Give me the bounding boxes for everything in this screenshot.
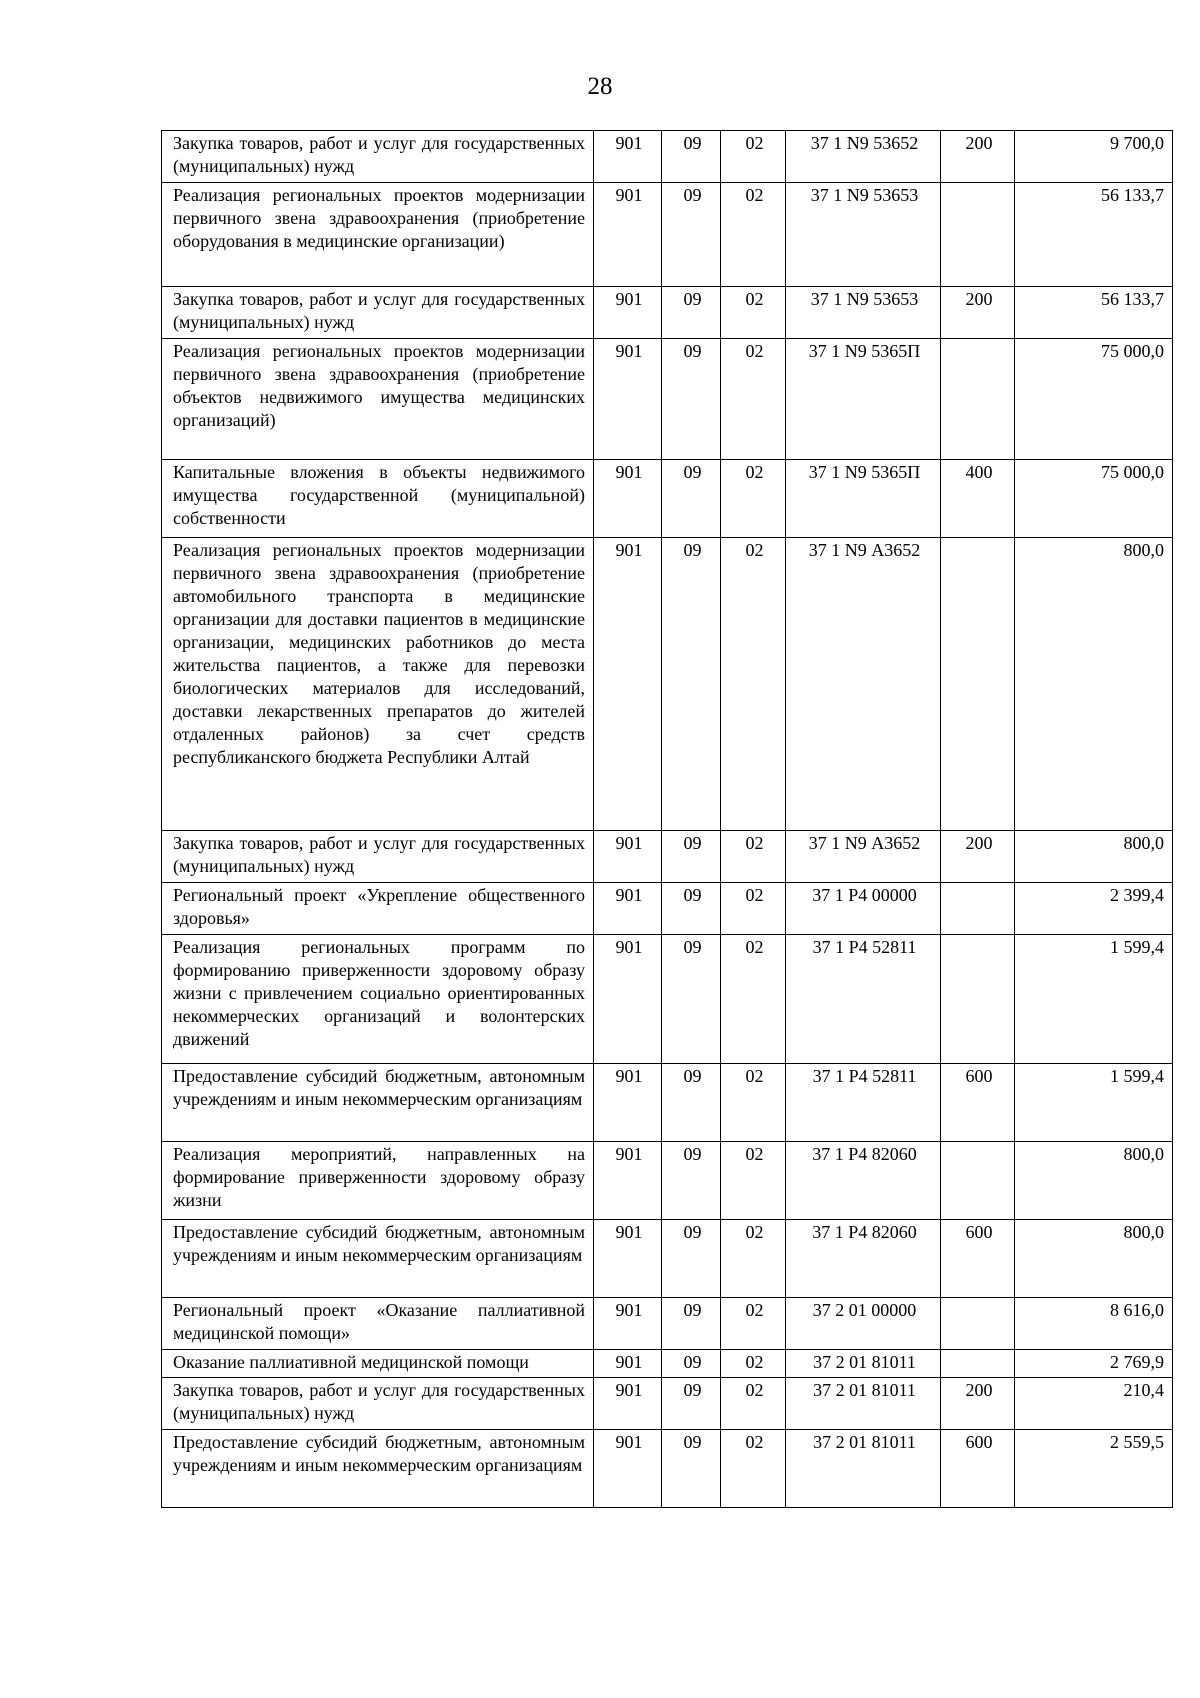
sum-cell: 800,0 [1015,1220,1173,1298]
row-name-cell: Реализация региональных проектов модернизации первичного звена здравоохранения (приобретение объектов недвижимого имущества медицинских организаций) [162,339,594,460]
pr-cell: 02 [721,883,786,935]
table-row [162,1142,1173,1220]
row-name-cell: Предоставление субсидий бюджетным, автономным учреждениям и иным некоммерческим организациям [162,1064,594,1142]
ved-cell: 901 [594,1378,662,1430]
sum-cell: 800,0 [1015,1142,1173,1220]
table-row [162,1220,1173,1298]
csr-cell: 37 1 N9 А3652 [786,831,941,883]
csr-cell: 37 1 P4 52811 [786,935,941,1064]
sum-cell: 1 599,4 [1015,935,1173,1064]
ved-cell: 901 [594,1430,662,1508]
page-number: 28 [587,73,613,100]
vr-cell [941,1298,1015,1350]
rz-cell: 09 [662,460,721,538]
vr-cell [941,1350,1015,1378]
vr-cell: 600 [941,1064,1015,1142]
table-row [162,883,1173,935]
csr-cell: 37 2 01 81011 [786,1378,941,1430]
ved-cell: 901 [594,460,662,538]
row-name-cell: Закупка товаров, работ и услуг для государственных (муниципальных) нужд [162,287,594,339]
table-row [162,831,1173,883]
ved-cell: 901 [594,883,662,935]
sum-cell: 2 769,9 [1015,1350,1173,1378]
csr-cell: 37 2 01 00000 [786,1298,941,1350]
csr-cell: 37 2 01 81011 [786,1350,941,1378]
rz-cell: 09 [662,1378,721,1430]
sum-cell: 8 616,0 [1015,1298,1173,1350]
rz-cell: 09 [662,1220,721,1298]
pr-cell: 02 [721,339,786,460]
ved-cell: 901 [594,935,662,1064]
pr-cell: 02 [721,1142,786,1220]
vr-cell: 200 [941,131,1015,183]
vr-cell: 200 [941,287,1015,339]
row-name-cell: Оказание паллиативной медицинской помощи [162,1350,594,1378]
pr-cell: 02 [721,1350,786,1378]
row-name-cell: Предоставление субсидий бюджетным, автономным учреждениям и иным некоммерческим организациям [162,1430,594,1508]
csr-cell: 37 1 N9 А3652 [786,538,941,831]
ved-cell: 901 [594,183,662,287]
rz-cell: 09 [662,183,721,287]
row-name-cell: Региональный проект «Оказание паллиативной медицинской помощи» [162,1298,594,1350]
ved-cell: 901 [594,1298,662,1350]
pr-cell: 02 [721,1430,786,1508]
table-row [162,460,1173,538]
budget-table-body [162,131,1173,1508]
ved-cell: 901 [594,339,662,460]
vr-cell: 600 [941,1430,1015,1508]
row-name-cell: Предоставление субсидий бюджетным, автономным учреждениям и иным некоммерческим организациям [162,1220,594,1298]
sum-cell: 1 599,4 [1015,1064,1173,1142]
rz-cell: 09 [662,935,721,1064]
sum-cell: 75 000,0 [1015,339,1173,460]
pr-cell: 02 [721,1298,786,1350]
table-row [162,1378,1173,1430]
pr-cell: 02 [721,1220,786,1298]
sum-cell: 800,0 [1015,831,1173,883]
vr-cell [941,183,1015,287]
vr-cell [941,339,1015,460]
vr-cell [941,538,1015,831]
sum-cell: 2 559,5 [1015,1430,1173,1508]
table-row [162,1430,1173,1508]
table-row [162,935,1173,1064]
row-name-cell: Реализация мероприятий, направленных на формирование приверженности здоровому образу жизни [162,1142,594,1220]
rz-cell: 09 [662,131,721,183]
ved-cell: 901 [594,538,662,831]
row-name-cell: Закупка товаров, работ и услуг для государственных (муниципальных) нужд [162,831,594,883]
pr-cell: 02 [721,1064,786,1142]
rz-cell: 09 [662,339,721,460]
budget-table [161,130,1173,1508]
csr-cell: 37 1 P4 00000 [786,883,941,935]
ved-cell: 901 [594,1220,662,1298]
csr-cell: 37 1 N9 53653 [786,287,941,339]
rz-cell: 09 [662,831,721,883]
csr-cell: 37 1 N9 53653 [786,183,941,287]
rz-cell: 09 [662,538,721,831]
table-row [162,183,1173,287]
rz-cell: 09 [662,1350,721,1378]
rz-cell: 09 [662,1298,721,1350]
csr-cell: 37 1 P4 52811 [786,1064,941,1142]
pr-cell: 02 [721,287,786,339]
sum-cell: 56 133,7 [1015,287,1173,339]
vr-cell: 200 [941,831,1015,883]
ved-cell: 901 [594,1064,662,1142]
vr-cell [941,883,1015,935]
csr-cell: 37 1 N9 5365П [786,339,941,460]
table-row [162,131,1173,183]
csr-cell: 37 1 P4 82060 [786,1142,941,1220]
pr-cell: 02 [721,935,786,1064]
pr-cell: 02 [721,131,786,183]
rz-cell: 09 [662,1064,721,1142]
row-name-cell: Реализация региональных проектов модернизации первичного звена здравоохранения (приобретение оборудования в медицинские организации) [162,183,594,287]
table-row [162,1298,1173,1350]
row-name-cell: Закупка товаров, работ и услуг для государственных (муниципальных) нужд [162,1378,594,1430]
row-name-cell: Реализация региональных проектов модернизации первичного звена здравоохранения (приобретение автомобильного транспорта в медицинские организации для доставки пациентов в медицинские организации, медицинских работников до места жительства пациентов, а также для перевозки биологических материалов для исследований, доставки лекарственных препаратов до жителей отдаленных районов) за счет средств республиканского бюджета Республики Алтай [162,538,594,831]
csr-cell: 37 1 N9 5365П [786,460,941,538]
table-row [162,1064,1173,1142]
rz-cell: 09 [662,1430,721,1508]
rz-cell: 09 [662,1142,721,1220]
sum-cell: 2 399,4 [1015,883,1173,935]
sum-cell: 800,0 [1015,538,1173,831]
vr-cell [941,935,1015,1064]
vr-cell [941,1142,1015,1220]
csr-cell: 37 1 N9 53652 [786,131,941,183]
sum-cell: 210,4 [1015,1378,1173,1430]
csr-cell: 37 1 P4 82060 [786,1220,941,1298]
table-row [162,1350,1173,1378]
row-name-cell: Региональный проект «Укрепление общественного здоровья» [162,883,594,935]
pr-cell: 02 [721,831,786,883]
vr-cell: 400 [941,460,1015,538]
pr-cell: 02 [721,1378,786,1430]
table-row [162,339,1173,460]
row-name-cell: Капитальные вложения в объекты недвижимого имущества государственной (муниципальной) собственности [162,460,594,538]
ved-cell: 901 [594,1142,662,1220]
pr-cell: 02 [721,538,786,831]
ved-cell: 901 [594,1350,662,1378]
vr-cell: 600 [941,1220,1015,1298]
sum-cell: 75 000,0 [1015,460,1173,538]
row-name-cell: Закупка товаров, работ и услуг для государственных (муниципальных) нужд [162,131,594,183]
ved-cell: 901 [594,831,662,883]
ved-cell: 901 [594,287,662,339]
table-row [162,538,1173,831]
table-row [162,287,1173,339]
sum-cell: 9 700,0 [1015,131,1173,183]
pr-cell: 02 [721,460,786,538]
sum-cell: 56 133,7 [1015,183,1173,287]
csr-cell: 37 2 01 81011 [786,1430,941,1508]
ved-cell: 901 [594,131,662,183]
pr-cell: 02 [721,183,786,287]
vr-cell: 200 [941,1378,1015,1430]
rz-cell: 09 [662,883,721,935]
rz-cell: 09 [662,287,721,339]
row-name-cell: Реализация региональных программ по формированию приверженности здоровому образу жизни с привлечением социально ориентированных некоммерческих организаций и волонтерских движений [162,935,594,1064]
